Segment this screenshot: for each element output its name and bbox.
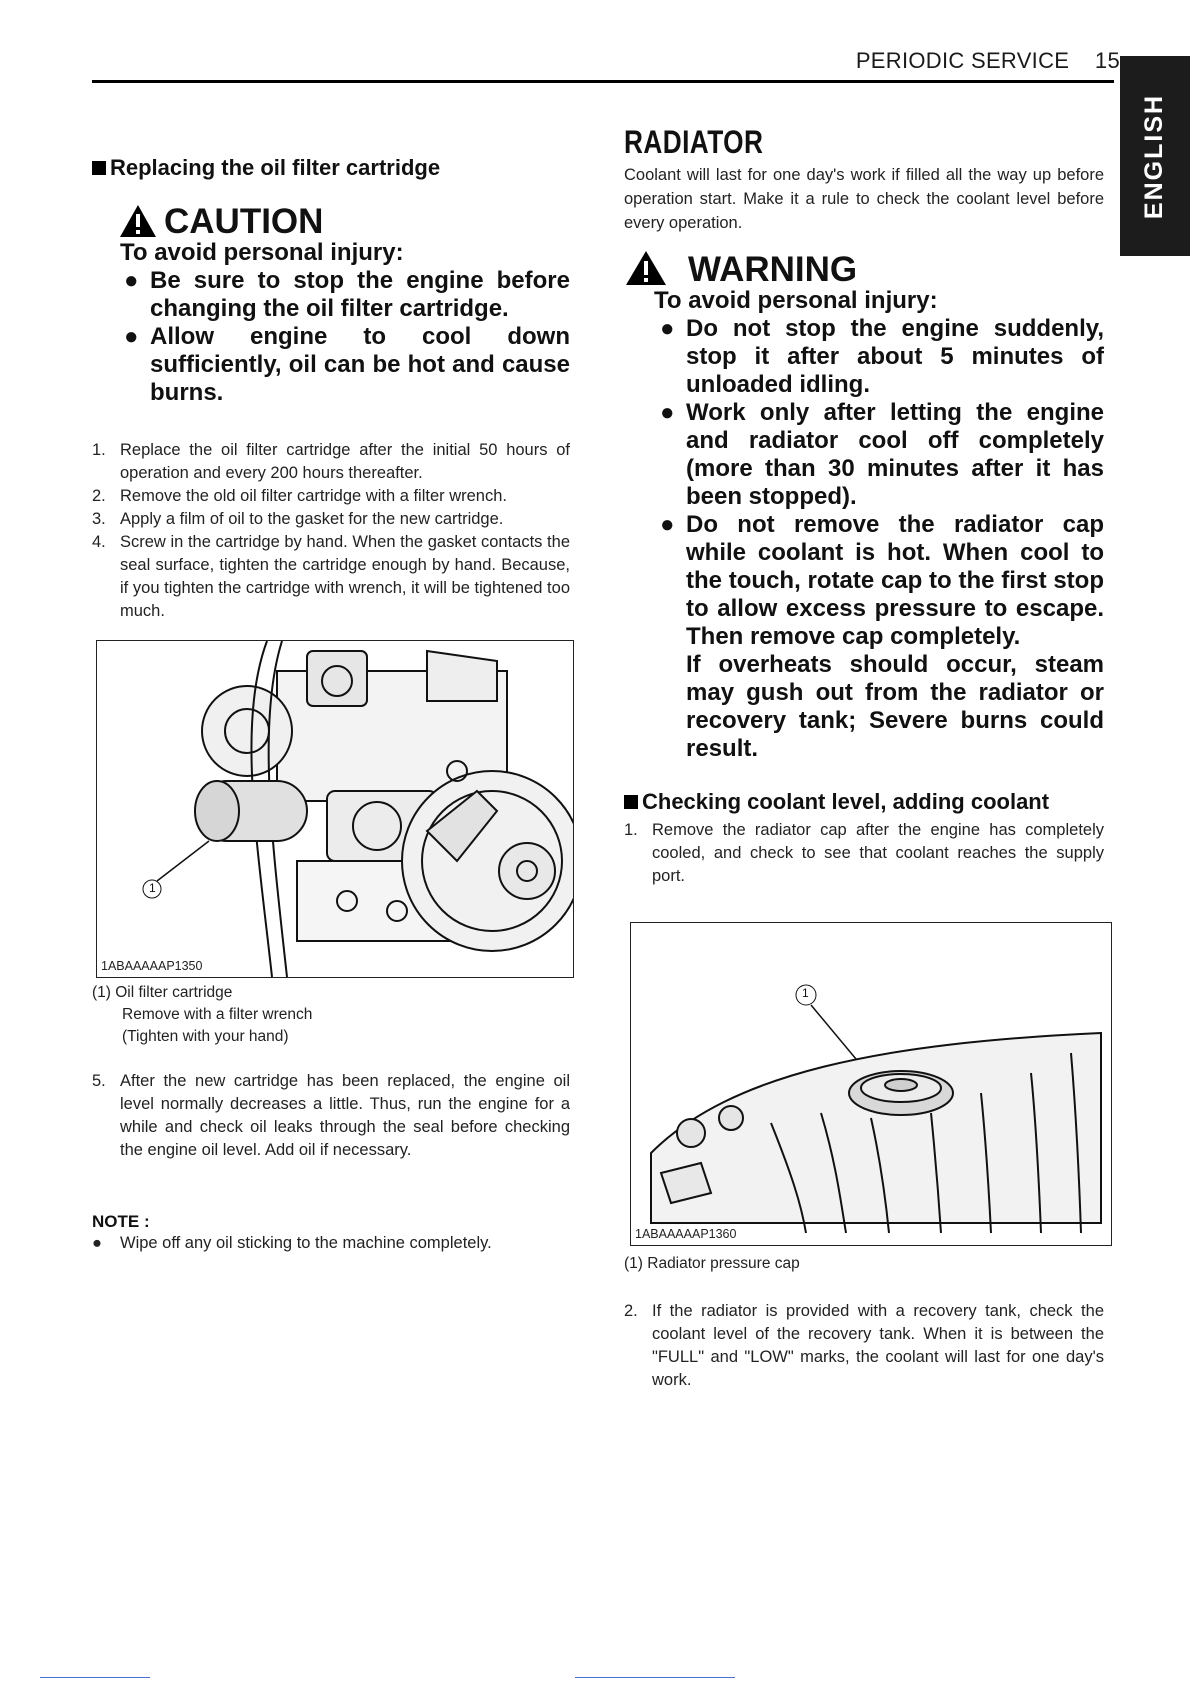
list-item: 2. If the radiator is provided with a recovery tank, check the coolant level of the recovery tank. When it is between the "FULL" and "LOW" marks, the coolant will last for one day's work.: [624, 1302, 1104, 1389]
list-item: 2. Remove the old oil filter cartridge with a filter wrench.: [92, 487, 507, 505]
radiator-title: RADIATOR: [624, 124, 764, 160]
square-bullet-icon: [624, 795, 638, 809]
warning-box: [624, 249, 1104, 763]
caution-label: CAUTION: [164, 202, 324, 241]
bullet-dot-icon: ●: [92, 1234, 102, 1252]
radiator-cap-figure: [630, 922, 1112, 1246]
square-bullet-icon: [92, 161, 106, 175]
note-label: NOTE :: [92, 1212, 150, 1231]
note-item: ● Wipe off any oil sticking to the machine completely.: [92, 1232, 570, 1255]
coolant-step-2: [624, 1300, 1104, 1392]
caution-intro: To avoid personal injury:: [120, 239, 404, 266]
caution-bullet: ● Allow engine to cool down sufficiently, oil can be hot and cause burns.: [124, 323, 570, 406]
page-number: 15: [1094, 48, 1120, 73]
warning-triangle-icon: [118, 203, 158, 239]
figure-callout-number: 1: [149, 881, 156, 895]
list-item: 1. Replace the oil filter cartridge after the initial 50 hours of operation and every 200 hours thereafter.: [92, 441, 570, 482]
right-column: [624, 124, 1104, 888]
oil-filter-caption: (1) Oil filter cartridge Remove with a filter wrench (Tighten with your hand): [92, 984, 313, 1045]
warning-bullet: ● Do not stop the engine suddenly, stop it after about 5 minutes of unloaded idling.: [660, 315, 1104, 398]
radiator-intro: Coolant will last for one day's work if filled all the way up before operation start. Make it a rule to check the coolant level before every operation.: [624, 166, 1104, 232]
oil-filter-figure: [96, 640, 574, 978]
caution-box: [92, 203, 570, 407]
step-5: [92, 1070, 570, 1162]
caution-bullet: ● Be sure to stop the engine before changing the oil filter cartridge.: [124, 267, 570, 322]
bullet-dot-icon: ●: [660, 315, 675, 342]
footer-divider: [40, 1677, 150, 1678]
header-section-title: PERIODIC SERVICE: [855, 48, 1070, 73]
warning-extra: If overheats should occur, steam may gush out from the radiator or recovery tank; Severe burns could result.: [686, 651, 1104, 762]
caution-header: [118, 203, 570, 239]
header-rule: [92, 80, 1114, 83]
radiator-caption: (1) Radiator pressure cap: [624, 1255, 800, 1272]
warning-triangle-icon: [624, 249, 668, 287]
list-item: 4. Screw in the cartridge by hand. When the gasket contacts the seal surface, tighten the cartridge enough by hand. Because, if you tighten the cartridge with wrench, it will be tightened too much.: [92, 533, 570, 620]
section-heading-oil-filter: Replacing the oil filter cartridge: [92, 155, 570, 181]
running-header: [600, 48, 1120, 74]
list-item: 5. After the new cartridge has been replaced, the engine oil level normally decreases a little. Thus, run the engine for a while and check oil leaks through the seal before checking the engine oil level. Add oil if necessary.: [92, 1072, 570, 1159]
section-heading-coolant: Checking coolant level, adding coolant: [624, 789, 1104, 815]
bullet-dot-icon: ●: [660, 399, 675, 426]
warning-label: WARNING: [688, 250, 858, 289]
list-item: 1. Remove the radiator cap after the engine has completely cooled, and check to see that coolant reaches the supply port.: [624, 821, 1104, 885]
figure-code: 1ABAAAAAP1350: [101, 959, 203, 973]
bullet-dot-icon: ●: [124, 323, 139, 350]
warning-header: [624, 249, 1104, 287]
bullet-dot-icon: ●: [660, 511, 675, 538]
note-block: [92, 1212, 570, 1255]
figure-code: 1ABAAAAAP1360: [635, 1227, 737, 1241]
radiator-cap-illustration: [631, 923, 1111, 1245]
engine-illustration: [97, 641, 573, 977]
warning-bullet: ● Work only after letting the engine and radiator cool off completely (more than 30 minutes after it has been stopped).: [660, 399, 1104, 510]
figure-callout-number: 1: [802, 986, 809, 1000]
footer-divider: [575, 1677, 735, 1678]
coolant-step-1: [624, 819, 1104, 888]
left-column: [92, 155, 570, 623]
oil-filter-steps: [92, 439, 570, 623]
warning-bullet: ● Do not remove the radiator cap while coolant is hot. When cool to the touch, rotate cap to the first stop to allow excess pressure to escape. Then remove cap completely.: [660, 511, 1104, 650]
language-tab: [1120, 56, 1190, 256]
warning-intro: To avoid personal injury:: [654, 287, 938, 314]
bullet-dot-icon: ●: [124, 267, 139, 294]
language-tab-label: ENGLISH: [1140, 93, 1169, 219]
list-item: 3. Apply a film of oil to the gasket for the new cartridge.: [92, 510, 504, 528]
